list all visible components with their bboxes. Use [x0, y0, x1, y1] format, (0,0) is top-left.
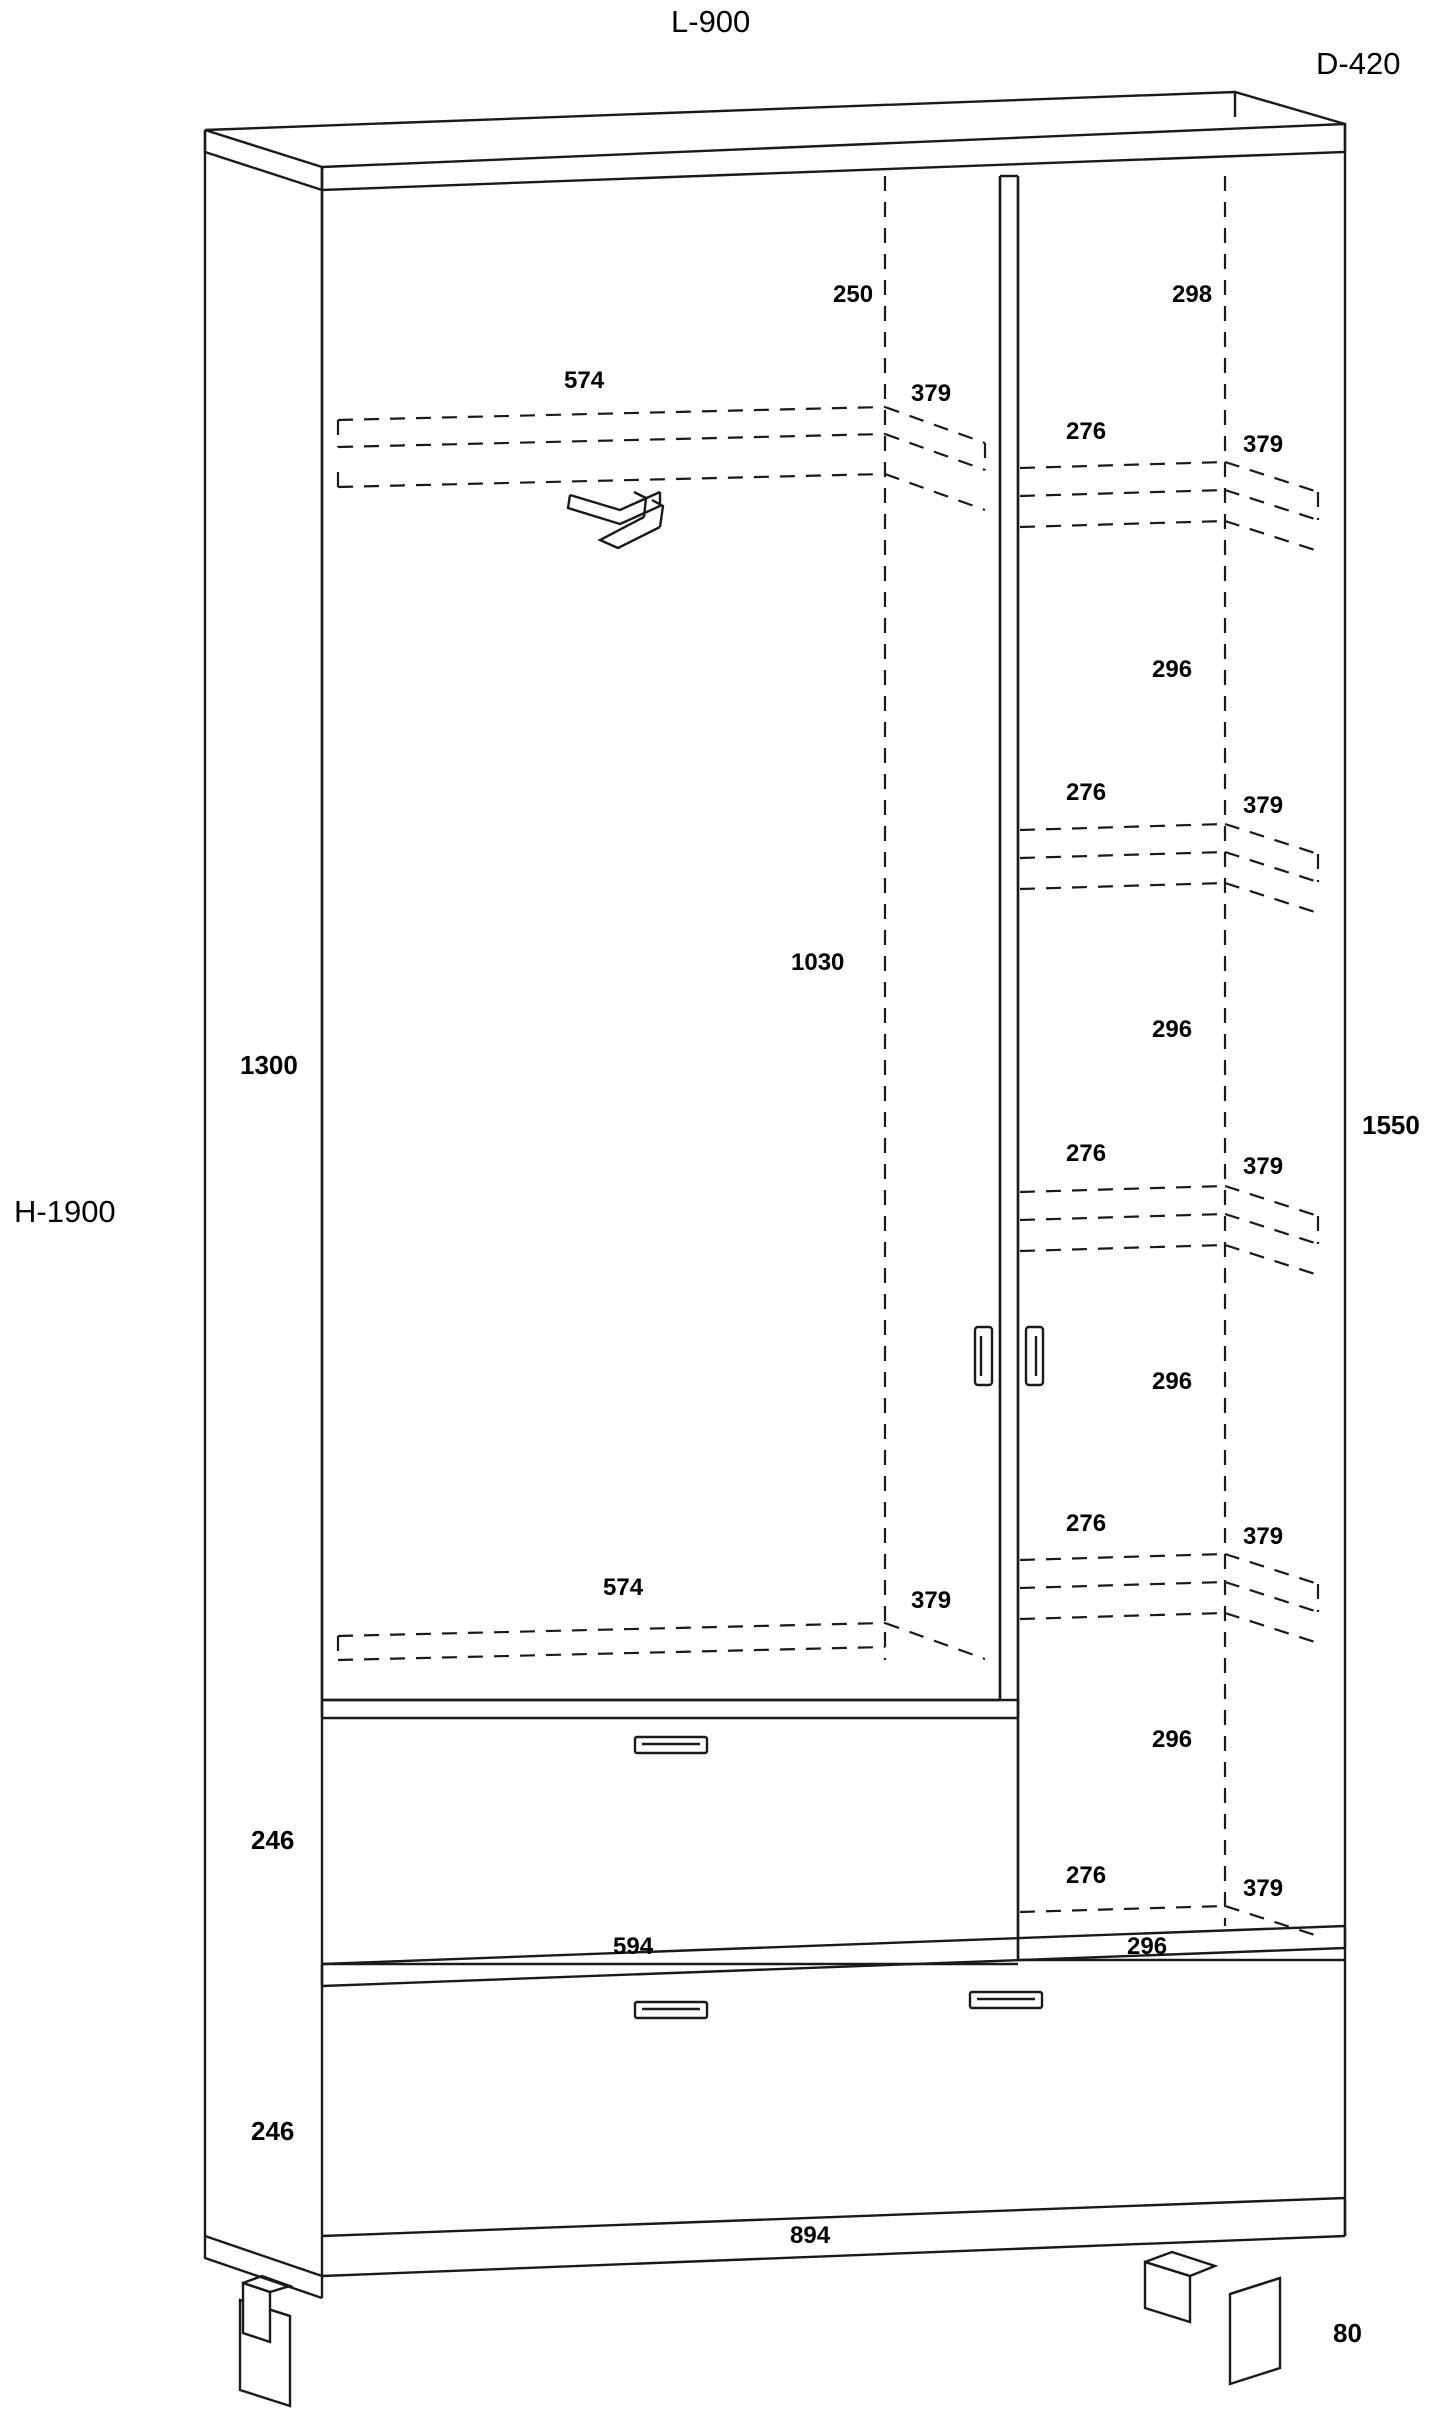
right-door-handle — [1026, 1327, 1043, 1385]
label-right-shelf-5-width: 276 — [1066, 1862, 1107, 1889]
label-top-gap-left-250: 250 — [833, 281, 874, 308]
label-right-gap-1: 296 — [1152, 656, 1193, 683]
label-right-shelf-3-width: 276 — [1066, 1140, 1107, 1167]
label-top-gap-right-298: 298 — [1172, 281, 1213, 308]
label-left-shelf-top-depth: 574 — [564, 367, 605, 394]
label-right-shelf-3-side: 379 — [1243, 1153, 1284, 1180]
label-height-H1900: H-1900 — [14, 1194, 116, 1229]
label-right-shelf-1-width: 276 — [1066, 418, 1107, 445]
leg-front-right — [1230, 2278, 1280, 2384]
label-bottom-width-894: 894 — [790, 2222, 831, 2249]
label-right-gap-3: 296 — [1152, 1368, 1193, 1395]
left-bottom-shelf — [338, 1623, 985, 1660]
label-right-shelf-1-side: 379 — [1243, 431, 1284, 458]
right-shelf-3 — [1020, 1186, 1318, 1275]
label-hanging-clearance-1030: 1030 — [791, 949, 845, 976]
left-door-handle — [975, 1327, 992, 1385]
label-right-shelf-4-width: 276 — [1066, 1510, 1107, 1537]
right-shelf-4 — [1020, 1554, 1318, 1643]
label-drawer-front-width-594: 594 — [613, 1933, 654, 1960]
label-leg-height-80: 80 — [1333, 2318, 1362, 2348]
label-left-shelf-top-side: 379 — [911, 380, 952, 407]
label-section-upper-left-1300: 1300 — [240, 1050, 298, 1080]
label-width-L900: L-900 — [671, 4, 751, 39]
upper-drawer — [322, 1700, 1018, 1964]
label-section-right-1550: 1550 — [1362, 1110, 1420, 1140]
center-divider — [1000, 176, 1018, 1960]
left-top-shelf — [338, 407, 985, 510]
right-shelf-1 — [1020, 462, 1318, 551]
label-right-bottom-width: 296 — [1127, 1933, 1168, 1960]
hanging-rod-icon — [568, 492, 663, 548]
label-left-shelf-bottom-side: 379 — [911, 1587, 952, 1614]
label-right-shelf-2-width: 276 — [1066, 779, 1107, 806]
label-right-shelf-4-side: 379 — [1243, 1523, 1284, 1550]
label-drawer-upper-246: 246 — [251, 1825, 295, 1855]
label-depth-D420: D-420 — [1316, 46, 1401, 81]
label-left-shelf-bottom-depth: 574 — [603, 1574, 644, 1601]
label-drawer-lower-246: 246 — [251, 2116, 295, 2146]
leg-back-right — [1145, 2252, 1215, 2322]
label-right-shelf-2-side: 379 — [1243, 792, 1284, 819]
label-right-gap-2: 296 — [1152, 1016, 1193, 1043]
lower-drawer — [322, 1926, 1345, 2236]
right-shelf-2 — [1020, 824, 1318, 913]
left-door — [322, 167, 1000, 1700]
label-right-gap-4: 296 — [1152, 1726, 1193, 1753]
top-panel — [205, 92, 1345, 190]
label-right-shelf-5-side: 379 — [1243, 1875, 1284, 1902]
